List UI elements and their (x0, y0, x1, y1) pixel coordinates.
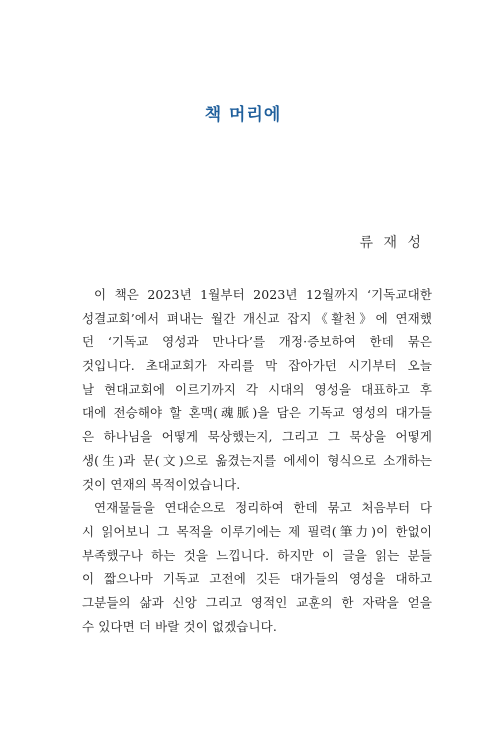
text-line: 생(生)과 문(文)으로 옮겼는지를 에세이 형식으로 소개하는 (82, 452, 432, 468)
text-line: 시 읽어보니 그 목적을 이루기에는 제 필력(筆力)이 한없이 (82, 523, 432, 539)
text-line: 이 짧으나마 기독교 고전에 깃든 대가들의 영성을 대하고 (82, 571, 432, 587)
paragraph-1 (82, 283, 432, 496)
page-title: 책 머리에 (204, 105, 282, 125)
text-line: 은 하나님을 어떻게 묵상했는지, 그리고 그 묵상을 어떻게 (82, 429, 432, 445)
text-line: 부족했구나 하는 것을 느낍니다. 하지만 이 글을 읽는 분들 (82, 547, 432, 563)
text-line: 수 있다면 더 바랄 것이 없겠습니다. (82, 618, 277, 634)
preface-body (82, 283, 432, 638)
text-line: 대에 전승해야 할 혼맥(魂脈)을 담은 기독교 영성의 대가들 (82, 405, 432, 421)
text-line: 성결교회’에서 펴내는 월간 개신교 잡지《활천》에 연재했 (82, 310, 432, 326)
text-line: 던 ‘기독교 영성과 만나다’를 개정·증보하여 한데 묶은 (82, 334, 432, 350)
text-line: 것입니다. 초대교회가 자리를 막 잡아가던 시기부터 오늘 (82, 358, 432, 374)
author-name: 류 재 성 (359, 235, 424, 251)
text-line: 연재물들을 연대순으로 정리하여 한데 묶고 처음부터 다 (94, 500, 432, 516)
text-line: 날 현대교회에 이르기까지 각 시대의 영성을 대표하고 후 (82, 381, 432, 397)
text-line: 것이 연재의 목적이었습니다. (82, 476, 241, 492)
text-line: 그분들의 삶과 신앙 그리고 영적인 교훈의 한 자락을 얻을 (82, 594, 432, 610)
text-line: 이 책은 2023년 1월부터 2023년 12월까지 ‘기독교대한 (94, 287, 432, 302)
paragraph-2 (82, 496, 432, 638)
